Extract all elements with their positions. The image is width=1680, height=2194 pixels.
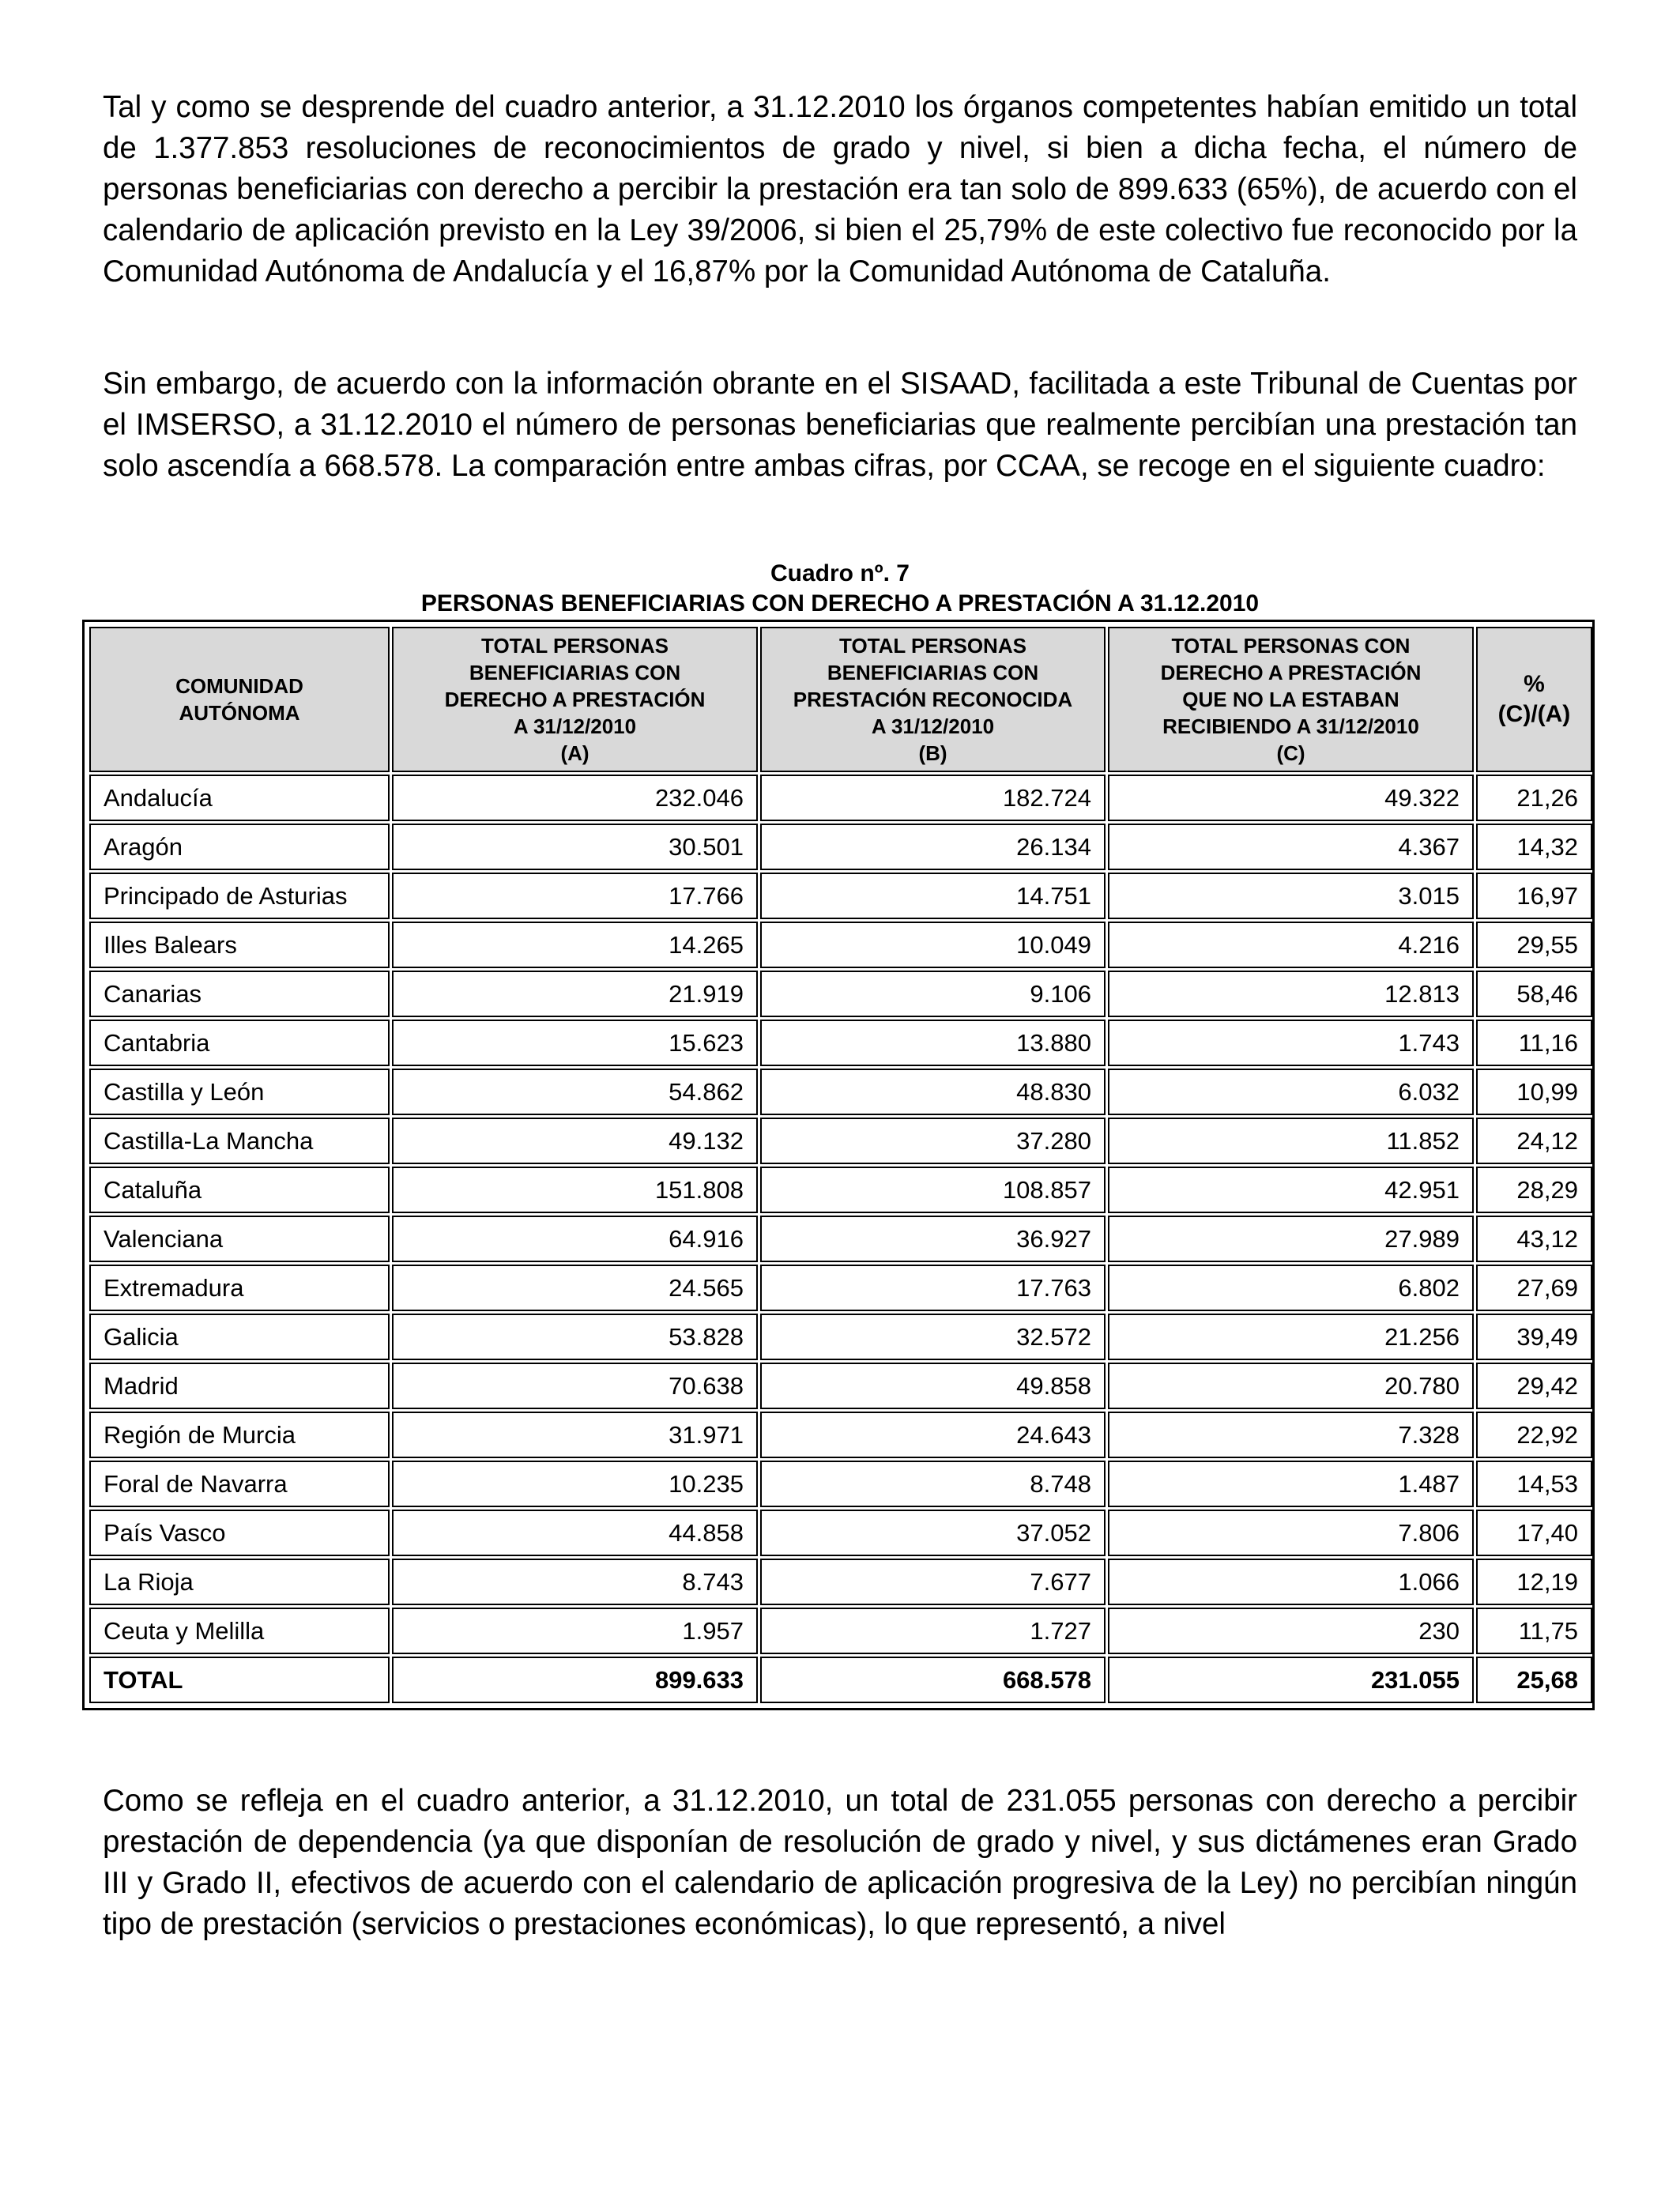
cell-total-b: 14.751 xyxy=(760,873,1106,919)
header-line: (A) xyxy=(560,741,590,765)
cell-percent: 11,16 xyxy=(1476,1020,1592,1066)
cell-total-a: 30.501 xyxy=(392,824,758,870)
cell-percent: 25,68 xyxy=(1476,1657,1592,1703)
cell-total-b: 26.134 xyxy=(760,824,1106,870)
cell-total-a: 15.623 xyxy=(392,1020,758,1066)
cell-total-b: 668.578 xyxy=(760,1657,1106,1703)
cell-total-a: 31.971 xyxy=(392,1412,758,1458)
cell-total-c: 230 xyxy=(1108,1608,1474,1654)
cell-comunidad: Cataluña xyxy=(89,1167,390,1213)
table-row xyxy=(89,1412,1592,1458)
cell-total-c: 12.813 xyxy=(1108,971,1474,1017)
header-line: % xyxy=(1524,671,1545,697)
cell-percent: 24,12 xyxy=(1476,1118,1592,1164)
cell-total-b: 48.830 xyxy=(760,1069,1106,1115)
header-line: DERECHO A PRESTACIÓN xyxy=(444,688,706,711)
cell-comunidad: Cantabria xyxy=(89,1020,390,1066)
table-row xyxy=(89,1167,1592,1213)
header-total-no-recibiendo xyxy=(1108,627,1474,772)
cell-comunidad: Extremadura xyxy=(89,1265,390,1311)
header-line: (C) xyxy=(1276,741,1305,765)
cell-total-c: 231.055 xyxy=(1108,1657,1474,1703)
header-line: QUE NO LA ESTABAN xyxy=(1182,688,1399,711)
header-line: TOTAL PERSONAS xyxy=(839,634,1026,658)
cell-percent: 11,75 xyxy=(1476,1608,1592,1654)
cell-comunidad: Aragón xyxy=(89,824,390,870)
cell-comunidad: Madrid xyxy=(89,1363,390,1409)
cell-total-a: 54.862 xyxy=(392,1069,758,1115)
cell-total-c: 7.328 xyxy=(1108,1412,1474,1458)
table-number: Cuadro nº. 7 xyxy=(770,560,910,586)
cell-total-c: 1.743 xyxy=(1108,1020,1474,1066)
cell-percent: 14,53 xyxy=(1476,1461,1592,1507)
header-line: A 31/12/2010 xyxy=(871,714,995,738)
cell-total-a: 53.828 xyxy=(392,1314,758,1360)
cell-percent: 21,26 xyxy=(1476,775,1592,821)
cell-total-a: 70.638 xyxy=(392,1363,758,1409)
cell-total-c: 49.322 xyxy=(1108,775,1474,821)
table-row xyxy=(89,1608,1592,1654)
table-row xyxy=(89,1461,1592,1507)
paragraph-sisaad: Sin embargo, de acuerdo con la información obrante en el SISAAD, facilitada a este Tribunal de Cuentas por el IMSERSO, a 31.12.2010 el número de personas beneficiarias que realmente percibían una prestación tan solo ascendía a 668.578. La comparación entre ambas cifras, por CCAA, se recoge en el siguiente cuadro: xyxy=(103,367,1577,483)
table-row xyxy=(89,1559,1592,1605)
cell-total-c: 21.256 xyxy=(1108,1314,1474,1360)
table-header-row xyxy=(89,627,1592,772)
cell-percent: 29,55 xyxy=(1476,922,1592,968)
paragraph-intro: Tal y como se desprende del cuadro anterior, a 31.12.2010 los órganos competentes habían emitido un total de 1.377.853 resoluciones de reconocimientos de grado y nivel, si bien a dicha fecha, el número de personas beneficiarias con derecho a percibir la prestación era tan solo de 899.633 (65%), de acuerdo con el calendario de aplicación previsto en la Ley 39/2006, si bien el 25,79% de este colectivo fue reconocido por la Comunidad Autónoma de Andalucía y el 16,87% por la Comunidad Autónoma de Cataluña. xyxy=(103,90,1577,288)
header-line: AUTÓNOMA xyxy=(179,701,300,725)
beneficiaries-table xyxy=(82,620,1595,1710)
cell-total-a: 17.766 xyxy=(392,873,758,919)
header-total-derecho xyxy=(392,627,758,772)
cell-total-c: 6.032 xyxy=(1108,1069,1474,1115)
cell-comunidad: Andalucía xyxy=(89,775,390,821)
header-line: RECIBIENDO A 31/12/2010 xyxy=(1162,714,1419,738)
table-row xyxy=(89,1510,1592,1556)
cell-comunidad: Valenciana xyxy=(89,1216,390,1262)
table-row xyxy=(89,775,1592,821)
header-porcentaje xyxy=(1476,627,1592,772)
cell-total-a: 24.565 xyxy=(392,1265,758,1311)
cell-percent: 14,32 xyxy=(1476,824,1592,870)
cell-total-c: 4.216 xyxy=(1108,922,1474,968)
table-row xyxy=(89,1069,1592,1115)
cell-comunidad: Principado de Asturias xyxy=(89,873,390,919)
cell-total-c: 11.852 xyxy=(1108,1118,1474,1164)
cell-percent: 28,29 xyxy=(1476,1167,1592,1213)
header-line: DERECHO A PRESTACIÓN xyxy=(1160,661,1422,684)
cell-total-b: 37.280 xyxy=(760,1118,1106,1164)
cell-comunidad: Illes Balears xyxy=(89,922,390,968)
header-line: COMUNIDAD xyxy=(175,674,303,698)
header-line: TOTAL PERSONAS xyxy=(481,634,669,658)
header-line: BENEFICIARIAS CON xyxy=(469,661,681,684)
cell-total-c: 1.487 xyxy=(1108,1461,1474,1507)
cell-comunidad: Canarias xyxy=(89,971,390,1017)
cell-percent: 10,99 xyxy=(1476,1069,1592,1115)
cell-percent: 22,92 xyxy=(1476,1412,1592,1458)
cell-total-c: 27.989 xyxy=(1108,1216,1474,1262)
cell-total-b: 8.748 xyxy=(760,1461,1106,1507)
header-line: TOTAL PERSONAS CON xyxy=(1171,634,1411,658)
cell-percent: 58,46 xyxy=(1476,971,1592,1017)
cell-total-b: 108.857 xyxy=(760,1167,1106,1213)
table-title: PERSONAS BENEFICIARIAS CON DERECHO A PRESTACIÓN A 31.12.2010 xyxy=(420,590,1260,616)
cell-total-c: 1.066 xyxy=(1108,1559,1474,1605)
cell-percent: 16,97 xyxy=(1476,873,1592,919)
cell-comunidad: La Rioja xyxy=(89,1559,390,1605)
cell-total-b: 10.049 xyxy=(760,922,1106,968)
cell-comunidad: Ceuta y Melilla xyxy=(89,1608,390,1654)
header-line: PRESTACIÓN RECONOCIDA xyxy=(793,688,1073,711)
cell-comunidad: Galicia xyxy=(89,1314,390,1360)
table-row xyxy=(89,873,1592,919)
cell-comunidad: País Vasco xyxy=(89,1510,390,1556)
cell-total-b: 9.106 xyxy=(760,971,1106,1017)
cell-percent: 29,42 xyxy=(1476,1363,1592,1409)
cell-total-b: 182.724 xyxy=(760,775,1106,821)
cell-comunidad: Castilla y León xyxy=(89,1069,390,1115)
cell-total-a: 44.858 xyxy=(392,1510,758,1556)
cell-total-c: 42.951 xyxy=(1108,1167,1474,1213)
cell-percent: 43,12 xyxy=(1476,1216,1592,1262)
cell-total-b: 36.927 xyxy=(760,1216,1106,1262)
cell-total-a: 10.235 xyxy=(392,1461,758,1507)
cell-total-a: 151.808 xyxy=(392,1167,758,1213)
cell-total-c: 3.015 xyxy=(1108,873,1474,919)
paragraph-conclusion: Como se refleja en el cuadro anterior, a 31.12.2010, un total de 231.055 personas con derecho a percibir prestación de dependencia (ya que disponían de resolución de grado y nivel, y sus dictámenes eran Grado III y Grado II, efectivos de acuerdo con el calendario de aplicación progresiva de la Ley) no percibían ningún tipo de prestación (servicios o prestaciones económicas), lo que representó, a nivel xyxy=(103,1784,1577,1941)
cell-total-b: 49.858 xyxy=(760,1363,1106,1409)
cell-comunidad: TOTAL xyxy=(89,1657,390,1703)
cell-comunidad: Castilla-La Mancha xyxy=(89,1118,390,1164)
cell-total-b: 32.572 xyxy=(760,1314,1106,1360)
table-row xyxy=(89,824,1592,870)
header-comunidad xyxy=(89,627,390,772)
cell-percent: 17,40 xyxy=(1476,1510,1592,1556)
cell-total-a: 899.633 xyxy=(392,1657,758,1703)
cell-comunidad: Foral de Navarra xyxy=(89,1461,390,1507)
cell-total-b: 7.677 xyxy=(760,1559,1106,1605)
table-row xyxy=(89,1314,1592,1360)
header-line: A 31/12/2010 xyxy=(513,714,637,738)
cell-total-a: 1.957 xyxy=(392,1608,758,1654)
cell-total-b: 13.880 xyxy=(760,1020,1106,1066)
table-row xyxy=(89,1363,1592,1409)
header-total-reconocida xyxy=(760,627,1106,772)
cell-total-a: 14.265 xyxy=(392,922,758,968)
cell-total-a: 49.132 xyxy=(392,1118,758,1164)
cell-comunidad: Región de Murcia xyxy=(89,1412,390,1458)
cell-total-a: 232.046 xyxy=(392,775,758,821)
cell-percent: 12,19 xyxy=(1476,1559,1592,1605)
cell-percent: 39,49 xyxy=(1476,1314,1592,1360)
header-line: (C)/(A) xyxy=(1497,701,1571,727)
table-row xyxy=(89,1216,1592,1262)
table-row xyxy=(89,1265,1592,1311)
header-line: (B) xyxy=(918,741,947,765)
cell-total-c: 20.780 xyxy=(1108,1363,1474,1409)
cell-total-c: 6.802 xyxy=(1108,1265,1474,1311)
table-row xyxy=(89,1020,1592,1066)
cell-total-a: 21.919 xyxy=(392,971,758,1017)
table-row xyxy=(89,971,1592,1017)
cell-total-a: 64.916 xyxy=(392,1216,758,1262)
cell-total-c: 7.806 xyxy=(1108,1510,1474,1556)
cell-percent: 27,69 xyxy=(1476,1265,1592,1311)
cell-total-b: 37.052 xyxy=(760,1510,1106,1556)
table-total-row xyxy=(89,1657,1592,1703)
cell-total-b: 1.727 xyxy=(760,1608,1106,1654)
cell-total-c: 4.367 xyxy=(1108,824,1474,870)
header-line: BENEFICIARIAS CON xyxy=(827,661,1039,684)
table-row xyxy=(89,1118,1592,1164)
table-row xyxy=(89,922,1592,968)
cell-total-b: 17.763 xyxy=(760,1265,1106,1311)
cell-total-a: 8.743 xyxy=(392,1559,758,1605)
cell-total-b: 24.643 xyxy=(760,1412,1106,1458)
